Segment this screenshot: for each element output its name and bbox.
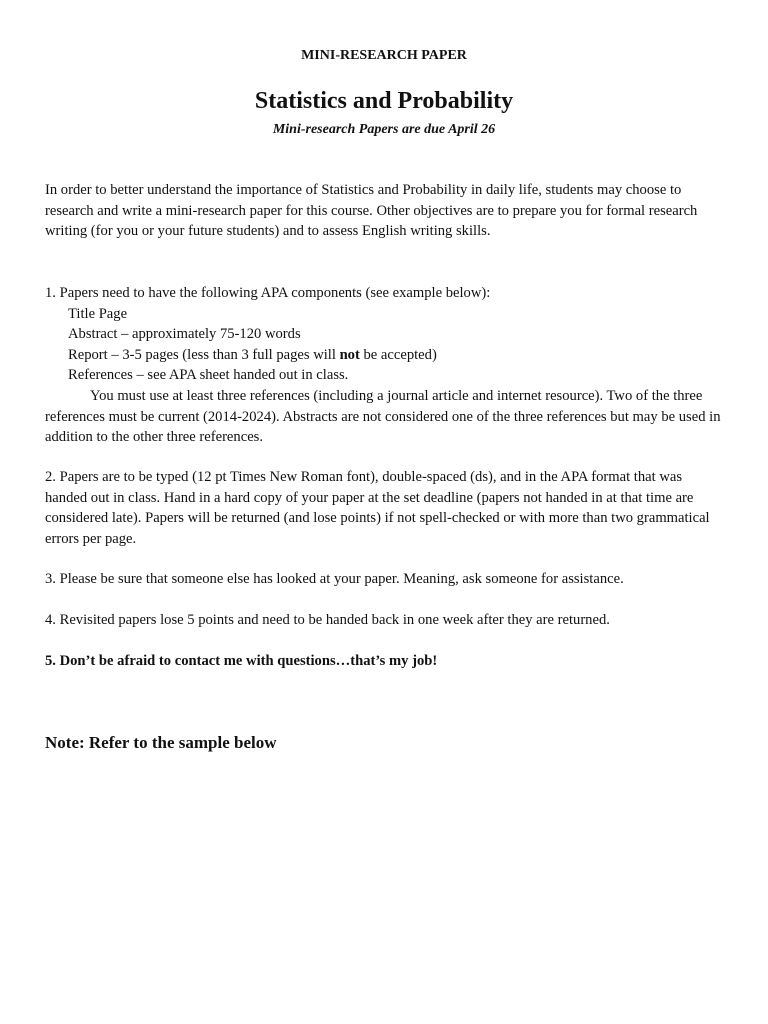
component-abstract: Abstract – approximately 75-120 words	[68, 326, 301, 343]
sample-note: Note: Refer to the sample below	[45, 733, 277, 752]
component-title-page: Title Page	[68, 305, 128, 322]
intro-paragraph: In order to better understand the importance of Statistics and Probability in daily life, students may choose to research and write a mini-research paper for this course. Other objectives are to prepare you for formal research writing (for you or your future students) and to assess English writing skills.	[45, 182, 698, 240]
references-note: You must use at least three references (including a journal article and internet resource). Two of the three references must be current (2014-2024). Abstracts are not considered one of the three references but may be used in addition to the other three references.	[45, 387, 721, 446]
requirement-item-4: 4. Revisited papers lose 5 points and need to be handed back in one week after they are returned.	[45, 612, 610, 628]
requirement-item-2: 2. Papers are to be typed (12 pt Times New Roman font), double-spaced (ds), and in the APA format that was handed out in class. Hand in a hard copy of your paper at the set deadline (papers not handed in at that time are considered late). Papers will be returned (and lose points) if not spell-checked or with more than two grammatical errors per page.	[45, 469, 710, 547]
report-text-before: Report – 3-5 pages (less than 3 full pages will	[68, 346, 340, 363]
requirement-item-3: 3. Please be sure that someone else has looked at your paper. Meaning, ask someone for assistance.	[45, 571, 624, 587]
document-title: Statistics and Probability	[254, 88, 514, 114]
due-date-subtitle: Mini-research Papers are due April 26	[272, 122, 496, 137]
requirement-item-1	[45, 283, 725, 448]
report-emphasis: not	[339, 346, 360, 363]
document-kicker: MINI-RESEARCH PAPER	[301, 48, 467, 63]
report-text-after: be accepted)	[359, 346, 437, 363]
component-references: References – see APA sheet handed out in class.	[68, 367, 349, 384]
component-report	[45, 345, 725, 366]
requirement-1-lead: 1. Papers need to have the following APA components (see example below):	[45, 285, 491, 301]
requirement-item-5: 5. Don’t be afraid to contact me with questions…that’s my job!	[45, 653, 438, 669]
